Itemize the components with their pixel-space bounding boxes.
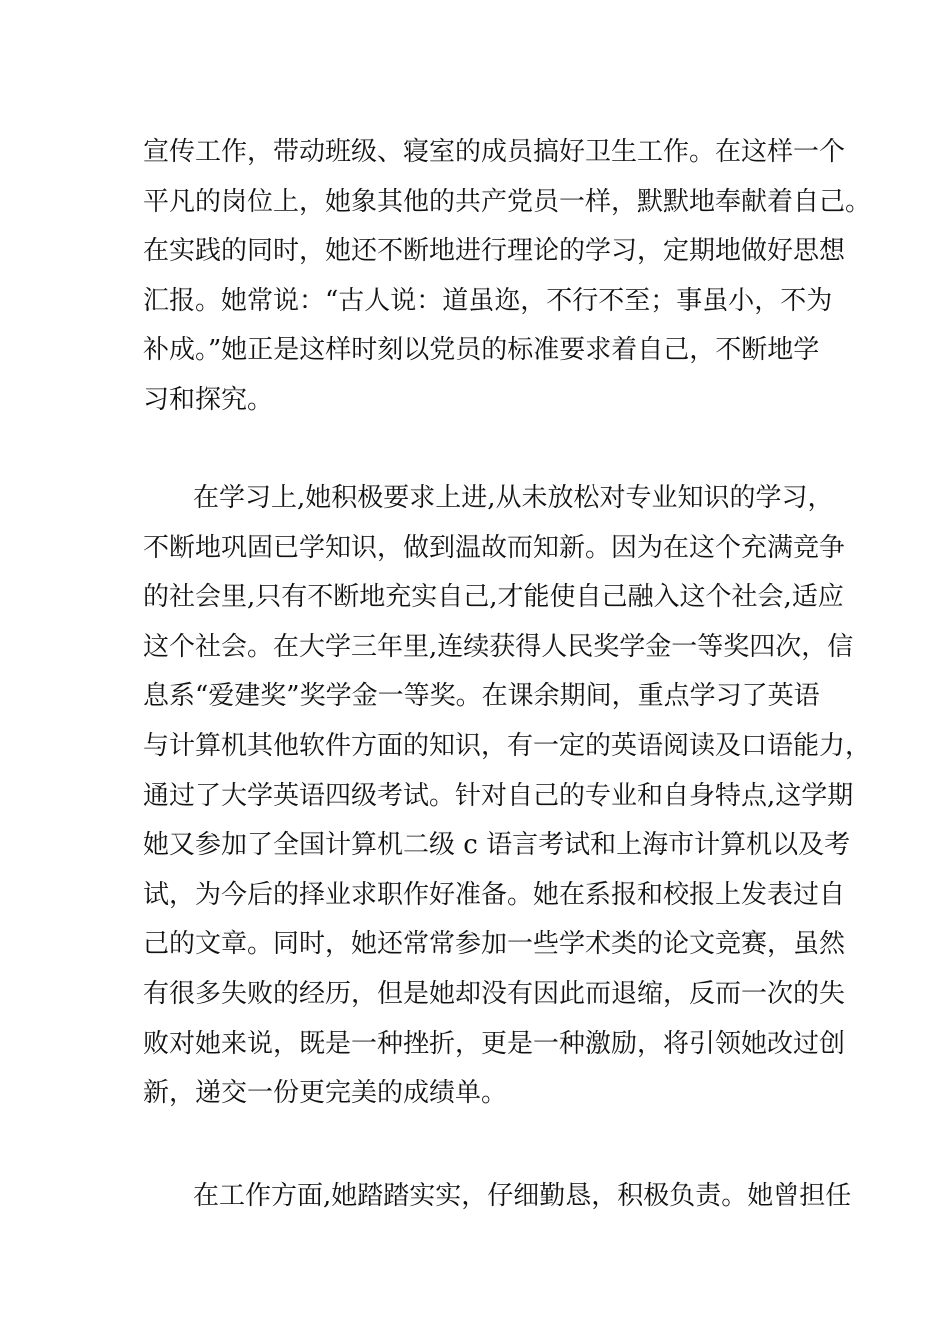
paragraph-line: 息系“爱建奖”奖学金一等奖。在课余期间，重点学习了英语 bbox=[143, 681, 820, 712]
paragraph-line: 宣传工作，带动班级、寝室的成员搞好卫生工作。在这样一个 bbox=[143, 137, 846, 167]
paragraph-3 bbox=[143, 1172, 852, 1222]
paragraph-line: 这个社会。在大学三年里,连续获得人民奖学金一等奖四次，信 bbox=[143, 631, 854, 662]
paragraph-line: 败对她来说，既是一种挫折，更是一种激励，将引领她改过创 bbox=[143, 1028, 846, 1059]
paragraph-line: 平凡的岗位上，她象其他的共产党员一样，默默地奉献着自己。 bbox=[143, 186, 872, 217]
paragraph-line: 补成。”她正是这样时刻以党员的标准要求着自己，不断地学 bbox=[143, 335, 820, 366]
paragraph-line: 的社会里,只有不断地充实自己,才能使自己融入这个社会,适应 bbox=[143, 582, 844, 613]
paragraph-line: 新，递交一份更完美的成绩单。 bbox=[143, 1078, 508, 1109]
paragraph-line: 不断地巩固已学知识，做到温故而知新。因为在这个充满竞争 bbox=[143, 532, 846, 563]
paragraph-2 bbox=[143, 474, 872, 1119]
paragraph-line: 己的文章。同时，她还常常参加一些学术类的论文竞赛，虽然 bbox=[143, 929, 846, 960]
paragraph-line: 在实践的同时，她还不断地进行理论的学习，定期地做好思想 bbox=[143, 236, 846, 267]
paragraph-1 bbox=[143, 128, 872, 426]
paragraph-line: 她又参加了全国计算机二级 c 语言考试和上海市计算机以及考 bbox=[143, 830, 851, 861]
paragraph-line: 习和探究。 bbox=[143, 384, 274, 415]
paragraph-line: 汇报。她常说：“古人说：道虽迩，不行不至；事虽小，不为 bbox=[143, 285, 833, 316]
paragraph-first-line: 在学习上,她积极要求上进,从未放松对专业知识的学习， bbox=[193, 483, 834, 513]
paragraph-line: 通过了大学英语四级考试。针对自己的专业和自身特点,这学期 bbox=[143, 780, 854, 811]
paragraph-first-line: 在工作方面,她踏踏实实，仔细勤恳，积极负责。她曾担任 bbox=[193, 1181, 852, 1211]
paragraph-line: 与计算机其他软件方面的知识，有一定的英语阅读及口语能力， bbox=[143, 730, 872, 761]
paragraph-line: 试，为今后的择业求职作好准备。她在系报和校报上发表过自 bbox=[143, 879, 846, 910]
paragraph-line: 有很多失败的经历，但是她却没有因此而退缩，反而一次的失 bbox=[143, 978, 846, 1009]
